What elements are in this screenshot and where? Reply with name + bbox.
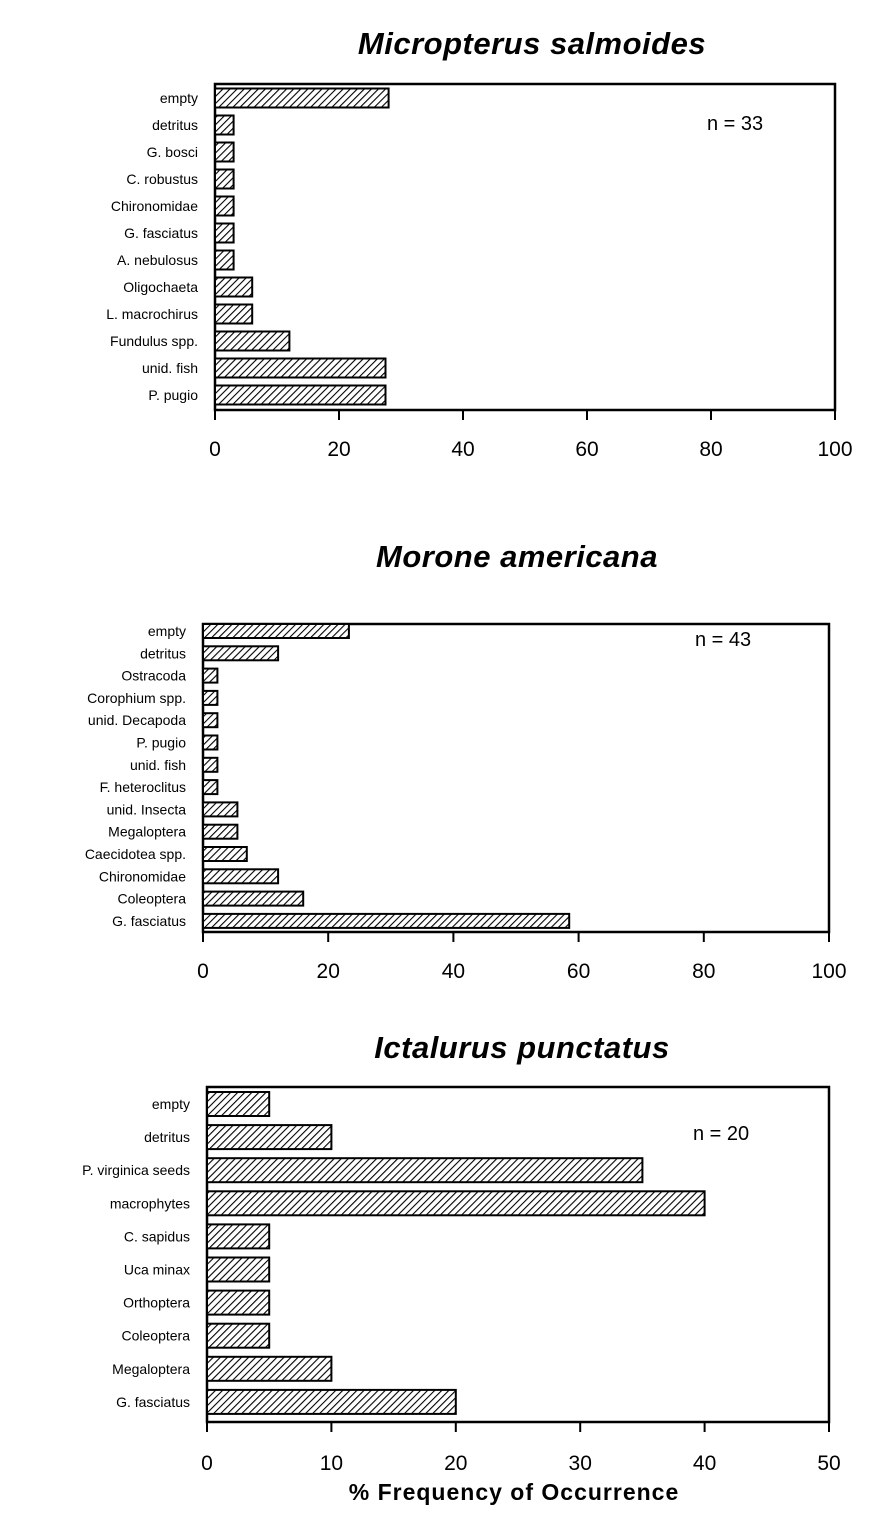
- bar: [215, 143, 234, 162]
- category-label: P. pugio: [136, 734, 186, 751]
- x-tick-label: 100: [811, 960, 847, 983]
- x-tick-label: 20: [316, 960, 340, 983]
- category-label: Ostracoda: [121, 667, 186, 684]
- category-label: Uca minax: [123, 1261, 190, 1278]
- bar: [203, 624, 349, 638]
- panel-morone-americana: [85, 539, 847, 983]
- x-tick-label: 40: [451, 438, 475, 461]
- x-tick-label: 20: [444, 1452, 468, 1475]
- category-label: G. fasciatus: [112, 912, 186, 929]
- category-label: Megaloptera: [112, 1360, 190, 1377]
- category-label: empty: [151, 1096, 190, 1112]
- bar: [203, 847, 247, 861]
- x-tick-label: 60: [566, 960, 591, 983]
- category-label: Megaloptera: [108, 823, 186, 840]
- category-label: Orthoptera: [123, 1294, 190, 1311]
- bar: [207, 1092, 269, 1116]
- category-label: P. virginica seeds: [82, 1162, 190, 1179]
- category-label: Corophium spp.: [87, 689, 186, 706]
- category-label: macrophytes: [109, 1195, 190, 1212]
- panel-micropterus-salmoides: [106, 26, 852, 461]
- x-axis-label: % Frequency of Occurrence: [348, 1479, 680, 1505]
- category-label: Coleoptera: [117, 890, 186, 907]
- bar: [215, 386, 386, 405]
- bar: [207, 1324, 269, 1348]
- bar: [215, 89, 389, 108]
- x-tick-label: 40: [692, 1452, 717, 1475]
- category-label: unid. Decapoda: [87, 712, 186, 729]
- x-tick-label: 0: [197, 960, 209, 983]
- category-label: detritus: [152, 117, 198, 133]
- category-label: A. nebulosus: [117, 252, 198, 268]
- category-label: Coleoptera: [121, 1327, 190, 1344]
- category-label: unid. fish: [141, 360, 198, 376]
- category-label: empty: [147, 623, 186, 639]
- category-label: unid. fish: [129, 756, 186, 773]
- bar: [215, 305, 252, 324]
- bar: [207, 1258, 269, 1282]
- bar: [203, 802, 237, 816]
- chart-marks: [106, 89, 852, 462]
- bar: [207, 1158, 642, 1182]
- sample-size-label: n = 43: [695, 629, 752, 651]
- bar: [215, 278, 252, 297]
- x-tick-label: 0: [201, 1452, 213, 1475]
- x-tick-label: 40: [441, 960, 466, 983]
- bar: [203, 869, 278, 883]
- category-label: Caecidotea spp.: [84, 846, 186, 862]
- x-tick-label: 80: [692, 960, 716, 983]
- bar: [207, 1291, 269, 1315]
- bar: [203, 669, 217, 683]
- category-label: Chironomidae: [110, 198, 198, 214]
- x-tick-label: 100: [817, 438, 853, 461]
- chart-title: Ictalurus punctatus: [374, 1030, 670, 1065]
- sample-size-label: n = 33: [707, 113, 764, 135]
- category-label: P. pugio: [148, 387, 198, 403]
- bar: [207, 1390, 456, 1414]
- bar: [207, 1191, 705, 1215]
- bar: [215, 251, 234, 270]
- x-tick-label: 30: [568, 1452, 592, 1475]
- bar: [203, 825, 237, 839]
- bar: [203, 713, 217, 727]
- category-label: Fundulus spp.: [110, 333, 198, 349]
- bar: [203, 758, 217, 772]
- category-label: G. fasciatus: [124, 225, 198, 241]
- bar: [215, 359, 386, 378]
- category-label: unid. Insecta: [106, 801, 186, 818]
- category-label: C. sapidus: [123, 1228, 190, 1245]
- category-label: detritus: [140, 645, 186, 662]
- category-label: Chironomidae: [98, 868, 186, 885]
- x-tick-label: 0: [209, 438, 221, 461]
- category-label: C. robustus: [126, 171, 198, 187]
- sample-size-label: n = 20: [693, 1123, 750, 1145]
- bar: [215, 197, 234, 216]
- chart-marks: [85, 623, 847, 983]
- category-label: F. heteroclitus: [99, 779, 186, 796]
- bar: [203, 892, 303, 906]
- bar: [203, 691, 217, 705]
- bar: [215, 170, 234, 189]
- bar: [215, 224, 234, 243]
- chart-marks: [82, 1092, 841, 1475]
- category-label: L. macrochirus: [106, 306, 198, 322]
- x-tick-label: 50: [817, 1452, 841, 1475]
- bar: [203, 646, 278, 660]
- chart-title: Micropterus salmoides: [357, 26, 707, 61]
- x-tick-label: 60: [575, 438, 599, 461]
- x-tick-label: 10: [319, 1452, 344, 1475]
- category-label: G. fasciatus: [116, 1393, 190, 1410]
- bar: [215, 332, 289, 351]
- plot-frame: [203, 624, 829, 932]
- bar: [203, 736, 217, 750]
- category-label: empty: [159, 90, 198, 106]
- bar: [203, 914, 569, 928]
- chart-title: Morone americana: [376, 539, 658, 574]
- panel-ictalurus-punctatus: [82, 1030, 841, 1505]
- bar: [207, 1125, 331, 1149]
- x-tick-label: 80: [699, 438, 723, 461]
- bar: [203, 780, 217, 794]
- bar: [207, 1224, 269, 1248]
- category-label: G. bosci: [146, 144, 198, 160]
- x-tick-label: 20: [327, 438, 351, 461]
- bar: [207, 1357, 331, 1381]
- category-label: detritus: [144, 1129, 190, 1146]
- bar: [215, 116, 234, 135]
- category-label: Oligochaeta: [123, 279, 198, 295]
